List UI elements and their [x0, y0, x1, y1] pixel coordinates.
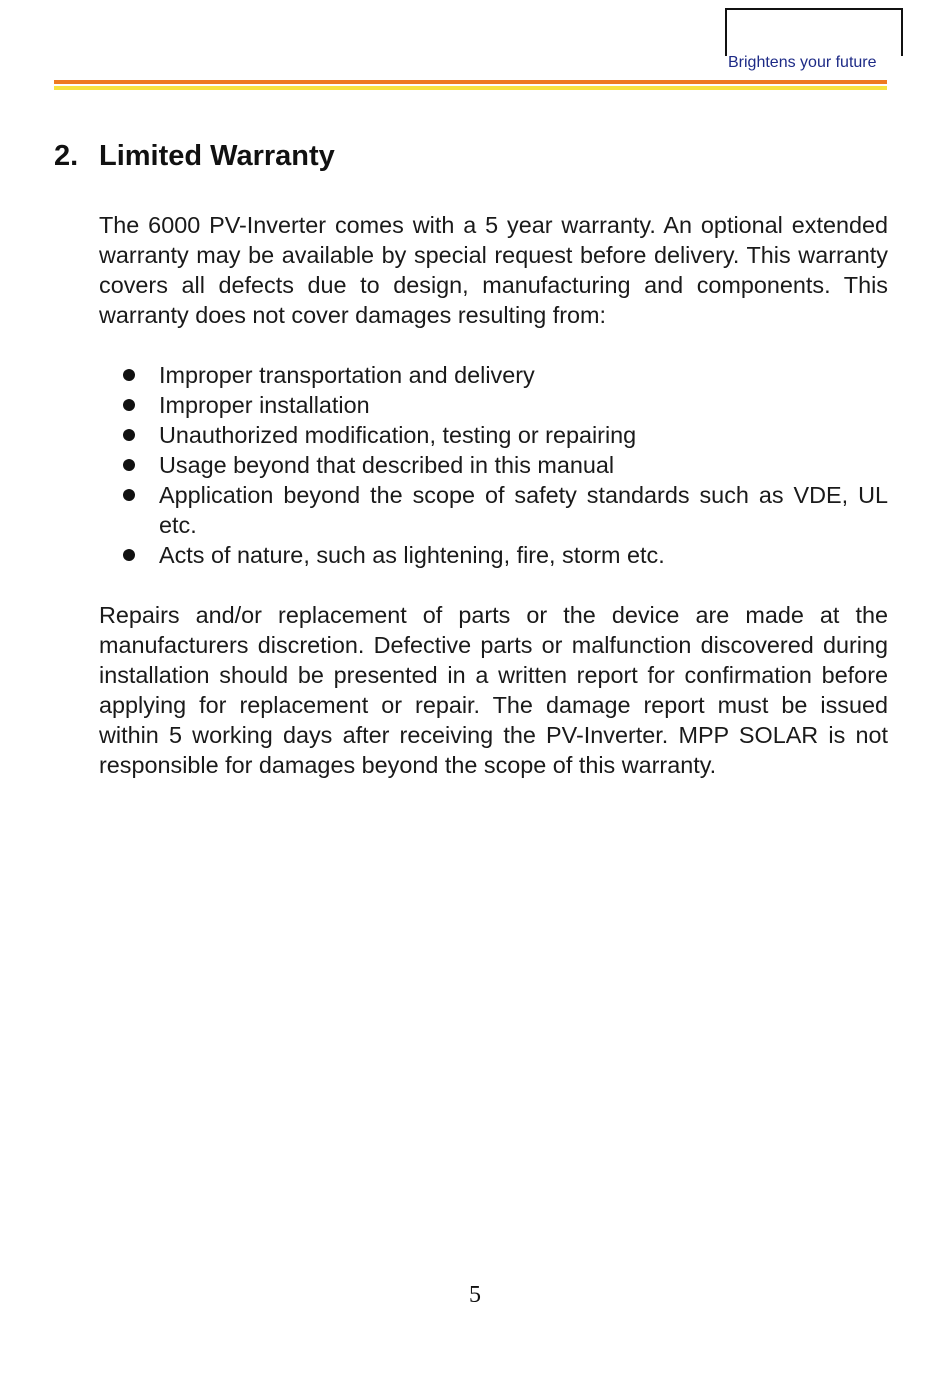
list-item-text: Improper transportation and delivery: [159, 362, 535, 388]
bullet-icon: [123, 399, 135, 411]
list-item-text: Acts of nature, such as lightening, fire, storm etc.: [159, 542, 665, 568]
page-number: 5: [469, 1282, 481, 1308]
header-tagline: Brightens your future: [728, 54, 877, 71]
logo-frame: [725, 8, 903, 56]
list-item: [99, 540, 888, 570]
intro-paragraph: The 6000 PV-Inverter comes with a 5 year warranty. An optional extended warranty may be available by special request before delivery. This warranty covers all defects due to design, manufacturing and components. This warranty does not cover damages resulting from:: [99, 212, 888, 328]
list-item: [99, 450, 888, 480]
list-item: [99, 420, 888, 450]
section-number: 2.: [54, 140, 79, 172]
list-item-text: Improper installation: [159, 392, 370, 418]
bullet-icon: [123, 429, 135, 441]
list-item-text: Application beyond the scope of safety standards such as VDE, UL etc.: [159, 482, 888, 538]
section-heading: [54, 140, 335, 173]
bullet-icon: [123, 489, 135, 501]
list-item-text: Unauthorized modification, testing or repairing: [159, 422, 637, 448]
bullet-icon: [123, 549, 135, 561]
list-item: [99, 390, 888, 420]
bullet-icon: [123, 369, 135, 381]
repairs-paragraph: Repairs and/or replacement of parts or the device are made at the manufacturers discretion. Defective parts or malfunction discovered during installation should be presented in a written report for confirmation before applying for replacement or repair. The damage report must be issued within 5 working days after receiving the PV-Inverter. MPP SOLAR is not responsible for damages beyond the scope of this warranty.: [99, 602, 888, 778]
section-title: Limited Warranty: [99, 140, 335, 172]
list-item: [99, 480, 888, 540]
header-rule-orange: [54, 80, 887, 84]
exclusion-list: [99, 360, 888, 570]
list-item: [99, 360, 888, 390]
bullet-icon: [123, 459, 135, 471]
list-item-text: Usage beyond that described in this manual: [159, 452, 615, 478]
header-rule-yellow: [54, 86, 887, 90]
